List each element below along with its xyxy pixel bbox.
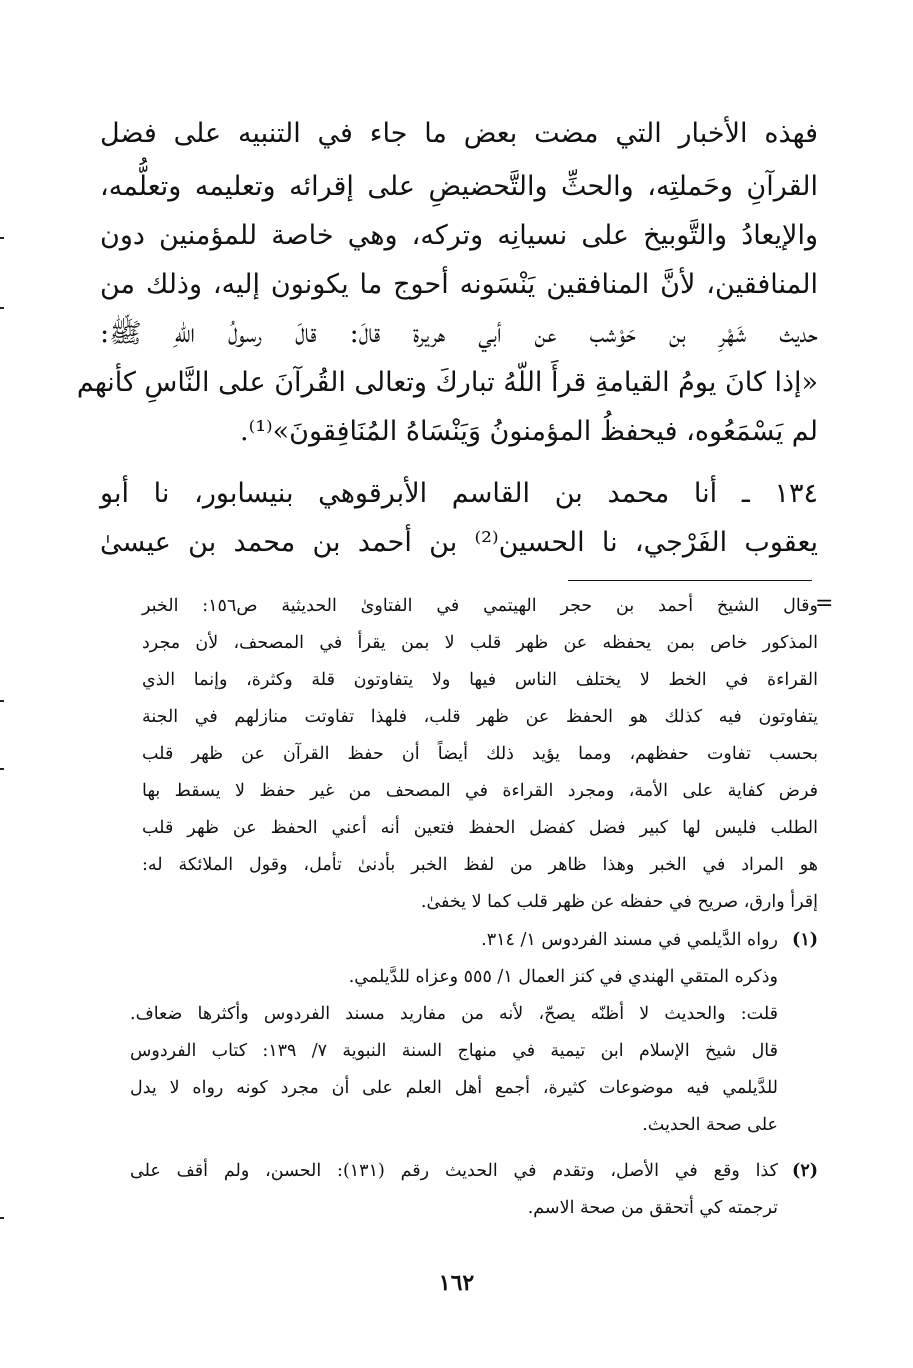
main-text-line: «إذا كانَ يومُ القيامةِ قرأَ اللّهُ تباركَ وتعالى القُرآنَ على النَّاسِ كأنهم [76, 367, 818, 398]
footnote-line: هو المراد في الخبر وهذا ظاهر من لفظ الخبر بأدنىٰ تأمل، وقول الملائكة له: [142, 855, 818, 875]
footnote-line: رواه الدَّيلمي في مسند الفردوس ١/ ٣١٤. [481, 930, 778, 950]
continuation-mark: = [815, 591, 834, 616]
footnote-line: المذكور خاص بمن يحفظه عن ظهر قلب لا بمن يقرأ في المصحف، لأن مجرد [142, 633, 818, 653]
footnote-line: فرض كفاية على الأمة، ومجرد القراءة في المصحف من غير حفظ لا يسقط بها [142, 781, 818, 801]
margin-mark [0, 307, 4, 309]
main-text-line: حديث شَهْرِ بن حَوْشب عن أبي هريرة قالَ: قالَ رسولُ اللّهِ ﷺ: [100, 318, 818, 349]
main-text-line: فهذه الأخبار التي مضت بعض ما جاء في التنبيه على فضل [100, 118, 818, 149]
footnote-line: قلت: والحديث لا أظنّه يصحّ، لأنه من مفاريد مسند الفردوس وأكثرها ضعاف. [130, 1004, 778, 1024]
main-text-line: لم يَسْمَعُوه، فيحفظُ المؤمنونُ وَيَنْسَاهُ المُنَافِقونَ»⁽¹⁾. [239, 416, 818, 447]
footnote-line: القراءة في الخط لا يختلف الناس فيها ولا يتفاوتون قلة وكثرة، وإنما الذي [142, 670, 818, 690]
hadith-line: يعقوب الفَرْجي، نا الحسين⁽²⁾ بن أحمد بن محمد بن عيسىٰ [100, 527, 818, 558]
margin-mark [0, 700, 4, 702]
footnote-line: إقرأ وارق، صريح في حفظه عن ظهر قلب كما لا يخفىٰ. [420, 892, 818, 912]
footnote-line: وذكره المتقي الهندي في كنز العمال ١/ ٥٥٥ وعزاه للدَّيلمي. [348, 967, 778, 987]
footnote-line: ترجمته كي أتحقق من صحة الاسم. [527, 1198, 778, 1218]
page-number: ١٦٢ [438, 1270, 475, 1296]
footnote-line: قال شيخ الإسلام ابن تيمية في منهاج السنة النبوية ٧/ ١٣٩: كتاب الفردوس [130, 1041, 778, 1061]
footnote-line: للدَّيلمي فيه موضوعات كثيرة، أجمع أهل العلم على أن مجرد كونه رواه لا يدل [130, 1078, 778, 1098]
main-text-line: المنافقين، لأنَّ المنافقين يَنْسَونه أحوج ما يكونون إليه، وذلك من [100, 269, 818, 300]
footnote-number: (٢) [792, 1161, 818, 1181]
margin-mark [0, 1217, 4, 1219]
footnote-line: على صحة الحديث. [642, 1115, 778, 1135]
footnote-number: (١) [792, 930, 818, 950]
margin-mark [0, 768, 4, 770]
footnote-line: كذا وقع في الأصل، وتقدم في الحديث رقم (١٣١): الحسن، ولم أقف على [130, 1161, 778, 1181]
main-text-line: والإيعادُ والتَّوبيخ على نسيانِه وتركه، وهي خاصة للمؤمنين دون [100, 220, 818, 251]
footnote-line: الطلب فليس لها كبير فضل كفضل الحفظ فتعين أنه أعني الحفظ عن ظهر قلب [142, 818, 818, 838]
footnote-line: وقال الشيخ أحمد بن حجر الهيتمي في الفتاوىٰ الحديثية ص١٥٦: الخبر [142, 596, 818, 616]
footnote-separator [568, 580, 812, 581]
footnote-line: بحسب تفاوت حفظهم، ومما يؤيد ذلك أيضاً أن حفظ القرآن عن ظهر قلب [142, 744, 818, 764]
hadith-line: ١٣٤ ـ أنا محمد بن القاسم الأبرقوهي بنيسابور، نا أبو [100, 478, 818, 509]
footnote-line: يتفاوتون فيه كذلك هو الحفظ عن ظهر قلب، فلهذا تفاوتت منازلهم في الجنة [142, 707, 818, 727]
main-text-line: القرآنِ وحَملتِه، والحثِّ والتَّحضيضِ على إقرائه وتعليمه وتعلُّمه، [100, 171, 818, 202]
margin-mark [0, 237, 4, 239]
